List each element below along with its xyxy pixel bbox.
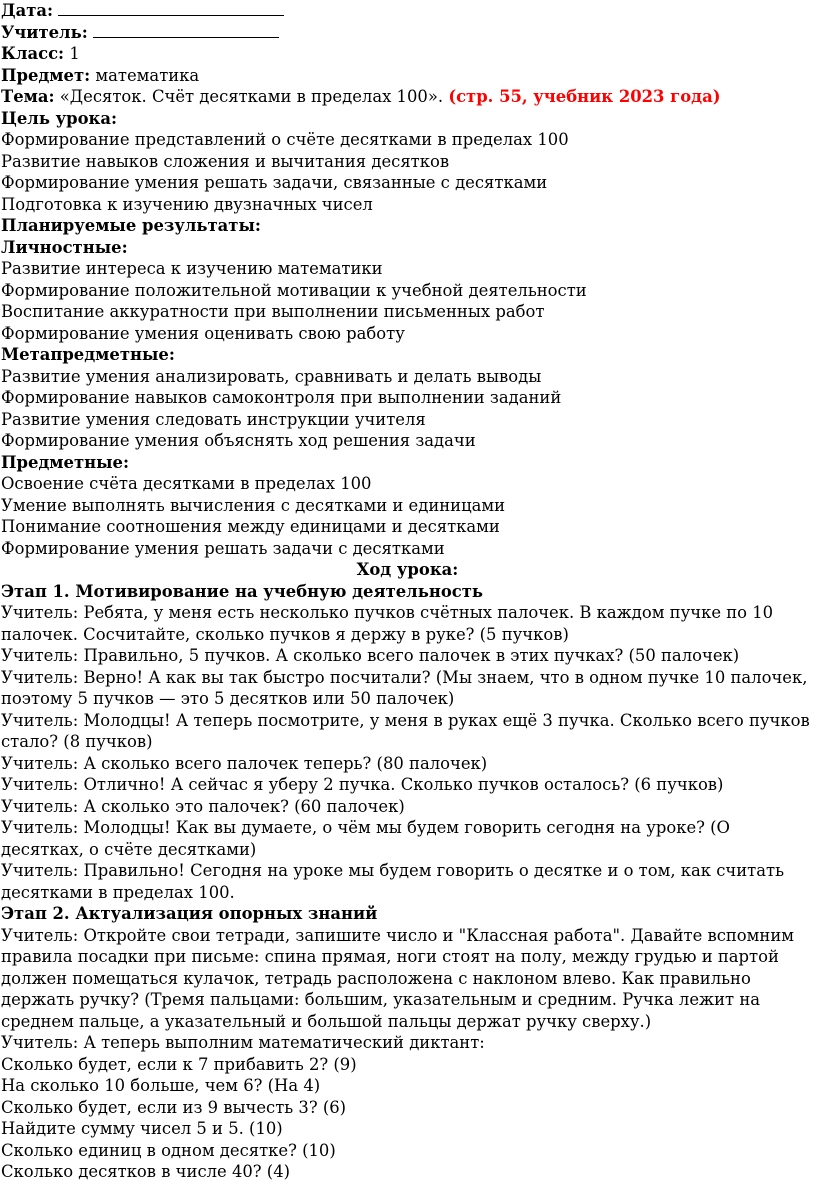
dialogue-line: Учитель: А сколько всего палочек теперь? (80 палочек) [1, 753, 488, 773]
topic-line [1, 86, 814, 108]
date-line [1, 0, 814, 22]
goal-item: Формирование представлений о счёте десятками в пределах 100 [1, 130, 569, 149]
topic-value: «Десяток. Счёт десятками в пределах 100». [59, 87, 444, 106]
subject-results-title: Предметные: [1, 452, 130, 472]
personal-result-item: Формирование умения оценивать свою работу [1, 323, 405, 343]
subject-line [1, 65, 814, 87]
stage1-title: Этап 1. Мотивирование на учебную деятельность [1, 581, 484, 601]
subject-result-item: Формирование умения решать задачи с десятками [1, 538, 445, 558]
meta-result-item: Формирование умения объяснять ход решения задачи [1, 431, 476, 450]
teacher-line [1, 22, 814, 44]
stage2-title: Этап 2. Актуализация опорных знаний [1, 904, 378, 923]
meta-result-item: Развитие умения анализировать, сравнивать и делать выводы [1, 366, 542, 386]
dialogue-line: Учитель: Молодцы! Как вы думаете, о чём мы будем говорить сегодня на уроке? (О десятках, о счёте десятками) [1, 818, 730, 859]
personal-result-item: Формирование положительной мотивации к учебной деятельности [1, 280, 587, 300]
dictation-item: Сколько десятков в числе 40? (4) [1, 1162, 291, 1181]
subject-value: математика [95, 65, 200, 85]
dictation-item: Найдите сумму чисел 5 и 5. (10) [1, 1119, 283, 1138]
goal-item: Формирование умения решать задачи, связанные с десятками [1, 173, 548, 192]
class-label: Класс: [1, 44, 65, 63]
dialogue-line: Учитель: А сколько это палочек? (60 палочек) [1, 796, 405, 816]
meta-result-item: Развитие умения следовать инструкции учителя [1, 409, 426, 429]
dialogue-line: Учитель: Правильно, 5 пучков. А сколько всего палочек в этих пучках? (50 палочек) [1, 646, 740, 665]
subject-result-item: Умение выполнять вычисления с десятками и единицами [1, 495, 506, 515]
dialogue-line: Учитель: Отлично! А сейчас я уберу 2 пучка. Сколько пучков осталось? (6 пучков) [1, 775, 724, 794]
meta-results-title: Метапредметные: [1, 345, 175, 364]
dialogue-line: Учитель: Ребята, у меня есть несколько пучков счётных палочек. В каждом пучке по 10 палочек. Сосчитайте, сколько пучков я держу в руке? (5 пучков) [1, 603, 774, 644]
subject-result-item: Освоение счёта десятками в пределах 100 [1, 474, 372, 493]
personal-results-title: Личностные: [1, 237, 128, 257]
goals-title: Цель урока: [1, 108, 118, 128]
date-label: Дата: [1, 1, 54, 20]
goal-item: Подготовка к изучению двузначных чисел [1, 194, 373, 214]
personal-result-item: Развитие интереса к изучению математики [1, 259, 383, 278]
meta-result-item: Формирование навыков самоконтроля при выполнении заданий [1, 388, 562, 407]
subject-label: Предмет: [1, 65, 91, 85]
dictation-item: Сколько единиц в одном десятке? (10) [1, 1140, 336, 1160]
dialogue-line: Учитель: Откройте свои тетради, запишите число и "Классная работа". Давайте вспомним правила посадки при письме: спина прямая, ноги стоят на полу, между грудью и партой должен помещаться кулачок, тетрадь расположена с наклоном влево. Как правильно держать ручку? (Тремя пальцами: большим, указательным и средним. Ручка лежит на среднем пальце, а указательный и большой пальцы держат ручку сверху.) [1, 925, 795, 1031]
personal-result-item: Воспитание аккуратности при выполнении письменных работ [1, 302, 545, 321]
dictation-item: Сколько будет, если из 9 вычесть 3? (6) [1, 1097, 347, 1117]
dialogue-line: Учитель: Правильно! Сегодня на уроке мы будем говорить о десятке и о том, как считать десятками в пределах 100. [1, 861, 785, 902]
dialogue-line: Учитель: А теперь выполним математический диктант: [1, 1033, 485, 1052]
teacher-label: Учитель: [1, 22, 88, 42]
subject-result-item: Понимание соотношения между единицами и десятками [1, 517, 500, 536]
dictation-item: Сколько будет, если к 7 прибавить 2? (9) [1, 1054, 357, 1074]
results-title: Планируемые результаты: [1, 216, 261, 235]
topic-label: Тема: [1, 87, 55, 106]
dictation-item: На сколько 10 больше, чем 6? (На 4) [1, 1076, 321, 1095]
topic-reference: (стр. 55, учебник 2023 года) [448, 87, 721, 106]
class-value: 1 [69, 44, 80, 63]
lesson-course-title: Ход урока: [356, 560, 459, 579]
teacher-blank [93, 23, 279, 38]
dialogue-line: Учитель: Верно! А как вы так быстро посчитали? (Мы знаем, что в одном пучке 10 палочек, поэтому 5 пучков — это 5 десятков или 50 палочек) [1, 667, 808, 708]
date-blank [58, 1, 284, 16]
class-line [1, 43, 814, 65]
goal-item: Развитие навыков сложения и вычитания десятков [1, 151, 450, 171]
dialogue-line: Учитель: Молодцы! А теперь посмотрите, у меня в руках ещё 3 пучка. Сколько всего пучков стало? (8 пучков) [1, 710, 810, 751]
